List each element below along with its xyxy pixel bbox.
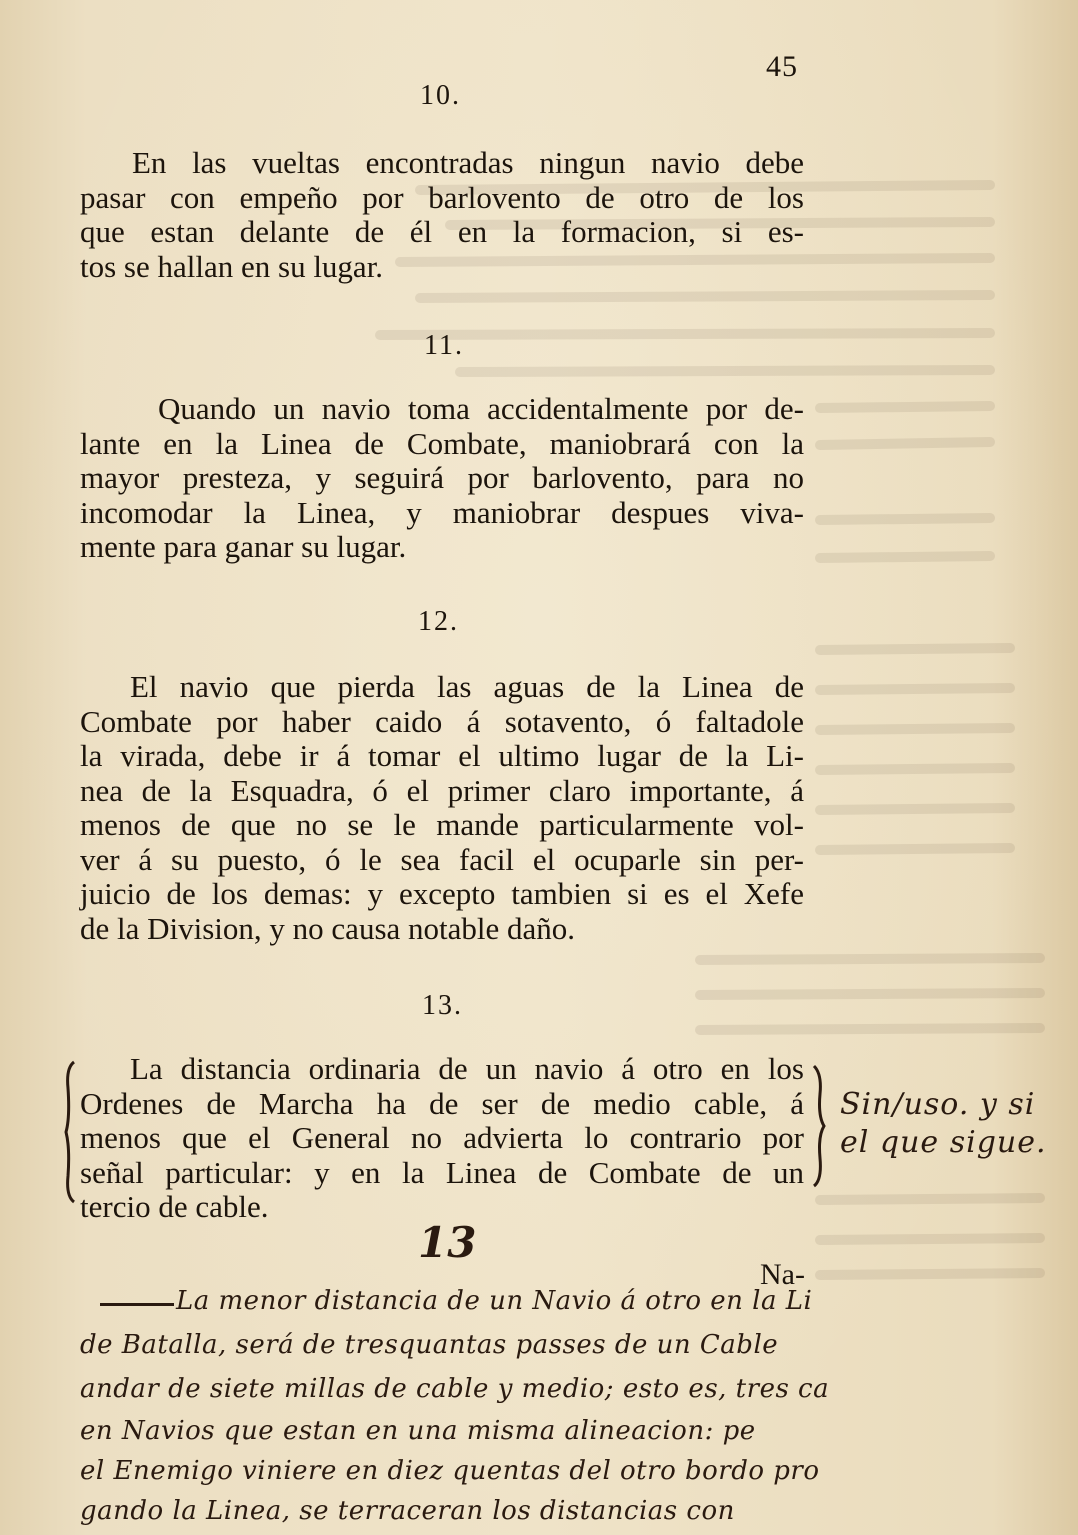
section-number-10: 10. [420,80,461,111]
text-line: Quando un navio toma accidentalmente por de- [158,391,804,426]
text-line: La distancia ordinaria de un navio á otro en los [130,1051,804,1086]
text-line: nea de la Esquadra, ó el primer claro importante, á [80,772,804,808]
text-line: tos se hallan en su lugar. [80,248,384,284]
text-line: pasar con empeño por barlovento de otro de los [80,179,804,215]
text-line: mente para ganar su lugar. [80,529,407,564]
text-line: incomodar la Linea, y maniobrar despues viva- [80,494,804,530]
handwritten-bracket-left [62,1058,76,1206]
handwritten-line: en Navios que estan en una misma alineacion: pe [80,1416,756,1446]
text-line: de la Division, y no causa notable daño. [80,910,576,946]
text-line: que estan delante de él en la formacion, si es- [80,214,804,249]
text-line: Ordenes de Marcha ha de ser de medio cable, á [80,1085,804,1121]
text-line: El navio que pierda las aguas de la Linea de [130,669,804,704]
paragraph-10 [80,146,804,284]
handwritten-line: gando la Linea, se terraceran los distancias con [80,1496,735,1526]
text-line: Combate por haber caido á sotavento, ó faltadole [80,703,804,739]
text-line: ver á su puesto, ó le sea facil el ocuparle sin per- [80,841,804,877]
text-line: En las vueltas encontradas ningun navio debe [132,145,804,180]
paragraph-13 [80,1052,804,1225]
page-number: 45 [766,50,798,83]
handwritten-underline [100,1303,174,1306]
text-line: tercio de cable. [80,1189,269,1224]
text-line: lante en la Linea de Combate, maniobrará con la [80,425,804,461]
section-number-13: 13. [422,990,463,1021]
handwritten-line: La menor distancia de un Navio á otro en la Li [176,1286,813,1316]
text-line: menos de que no se le mande particularmente vol- [80,807,804,842]
handwritten-section-number: 13 [418,1218,477,1267]
catchword: Na- [760,1258,805,1291]
handwritten-line: andar de siete millas de cable y medio; esto es, tres ca [80,1374,830,1404]
handwritten-line: de Batalla, será de tresquantas passes de un Cable [80,1330,779,1360]
text-line: menos que el General no advierta lo contrario por [80,1120,804,1155]
text-line: señal particular: y en la Linea de Combate de un [80,1154,804,1190]
paragraph-12 [80,670,804,946]
handwritten-bracket-right [810,1062,826,1190]
margin-note-line: el que sigue. [840,1125,1047,1160]
text-line: juicio de los demas: y excepto tambien si es el Xefe [80,876,804,911]
paragraph-11 [80,392,804,565]
handwritten-line: el Enemigo viniere en diez quentas del otro bordo pro [80,1456,820,1486]
text-line: mayor presteza, y seguirá por barlovento, para no [80,460,804,495]
section-number-12: 12. [418,606,459,637]
margin-note-line: Sin/uso. y si [840,1087,1036,1122]
text-line: la virada, debe ir á tomar el ultimo lugar de la Li- [80,738,804,773]
section-number-11: 11. [424,330,464,361]
